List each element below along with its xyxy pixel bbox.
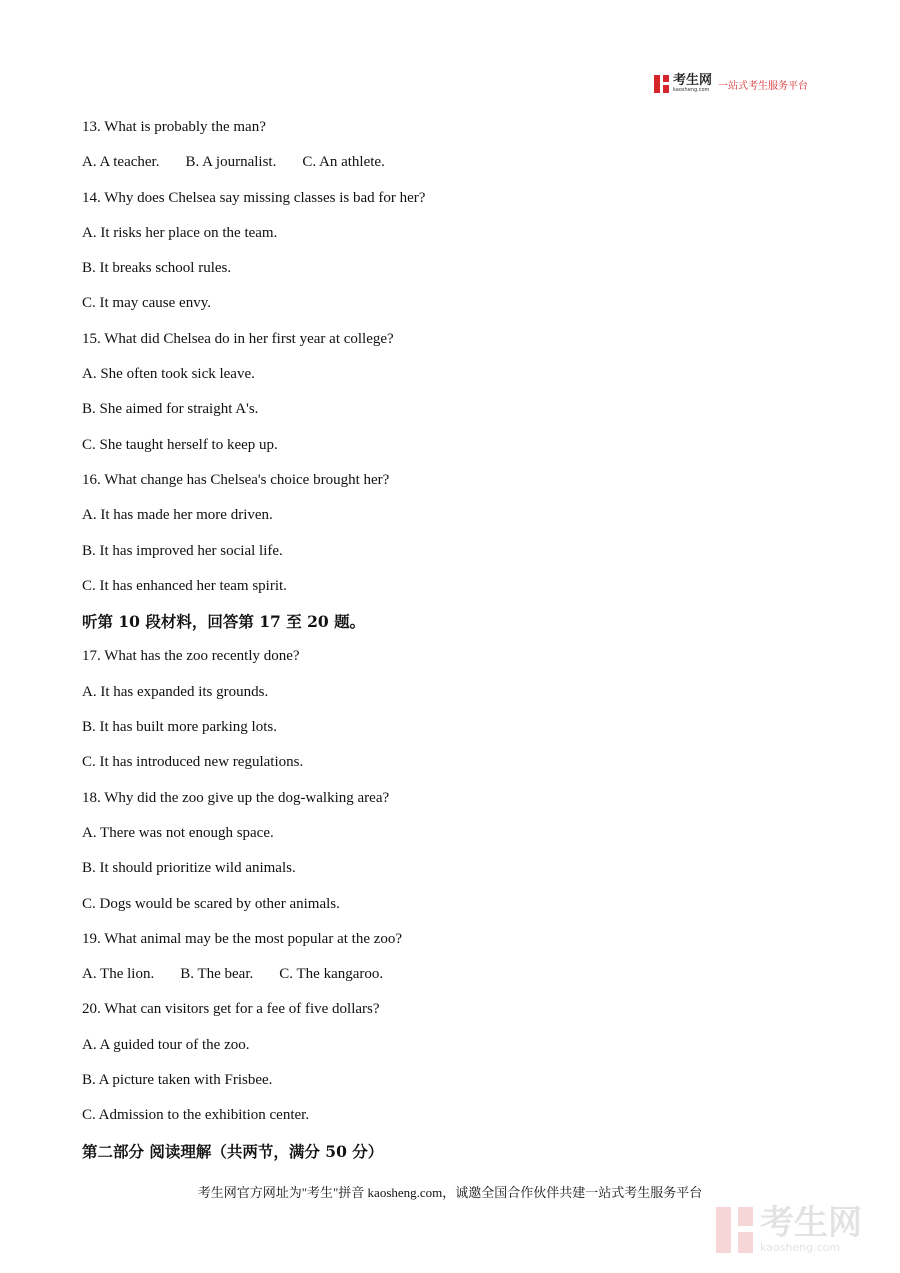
document-body [82, 110, 822, 1169]
answer-option: B. A journalist. [185, 154, 277, 171]
text-line: B. It breaks school rules. [82, 260, 232, 277]
logo-domain: kaosheng.com [673, 87, 710, 93]
text-line: B. It has built more parking lots. [82, 719, 277, 736]
answer-option: C. The kangaroo. [279, 966, 384, 983]
logo-tagline: 一站式考生服务平台 [718, 81, 809, 92]
watermark-chinese-name: 考生网 [760, 1203, 862, 1243]
watermark [716, 1203, 862, 1254]
section-heading: 听第 10 段材料，回答第 17 至 20 题。 [82, 612, 366, 632]
text-line: A. She often took sick leave. [82, 366, 255, 383]
text-line: A. It risks her place on the team. [82, 224, 278, 241]
text-line: C. She taught herself to keep up. [82, 436, 278, 453]
text-line: C. It has introduced new regulations. [82, 754, 304, 771]
watermark-domain: kaosheng.com [760, 1241, 841, 1254]
inline-options-row [82, 145, 822, 180]
text-line: 19. What animal may be the most popular at the zoo? [82, 930, 403, 947]
answer-option: A. The lion. [82, 966, 155, 983]
text-line: A. It has made her more driven. [82, 507, 273, 524]
text-line: A. A guided tour of the zoo. [82, 1036, 250, 1053]
logo-chinese-name: 考生网 [673, 73, 713, 88]
text-line: 17. What has the zoo recently done? [82, 648, 300, 665]
answer-option: B. The bear. [180, 966, 254, 983]
watermark-text [760, 1203, 862, 1254]
text-line: 20. What can visitors get for a fee of five dollars? [82, 1001, 380, 1018]
text-line: A. There was not enough space. [82, 824, 274, 841]
answer-option: A. A teacher. [82, 154, 160, 171]
watermark-logo-icon [716, 1207, 754, 1253]
text-line: 15. What did Chelsea do in her first year at college? [82, 330, 394, 347]
text-line: C. Dogs would be scared by other animals. [82, 895, 340, 912]
header-logo [654, 74, 808, 93]
text-line: 13. What is probably the man? [82, 119, 266, 135]
text-line: B. A picture taken with Frisbee. [82, 1072, 273, 1089]
answer-option: C. An athlete. [302, 154, 385, 171]
text-line: B. She aimed for straight A's. [82, 401, 259, 418]
text-line: C. Admission to the exhibition center. [82, 1107, 310, 1124]
text-line: C. It has enhanced her team spirit. [82, 577, 287, 594]
text-line: 14. Why does Chelsea say missing classes is bad for her? [82, 189, 426, 206]
section-heading: 第二部分 阅读理解（共两节，满分 50 分） [82, 1141, 384, 1161]
kaosheng-logo-icon [654, 75, 670, 93]
text-line: B. It has improved her social life. [82, 542, 283, 559]
text-line: 16. What change has Chelsea's choice brought her? [82, 471, 390, 488]
text-line: C. It may cause envy. [82, 295, 211, 312]
text-line: A. It has expanded its grounds. [82, 683, 269, 700]
text-line: 18. Why did the zoo give up the dog-walking area? [82, 789, 390, 806]
text-line: B. It should prioritize wild animals. [82, 860, 296, 877]
inline-options-row [82, 957, 822, 992]
logo-text [673, 74, 712, 93]
page-footer: 考生网官方网址为"考生"拼音 kaosheng.com，诚邀全国合作伙伴共建一站式考生服务平台 [197, 1185, 703, 1200]
